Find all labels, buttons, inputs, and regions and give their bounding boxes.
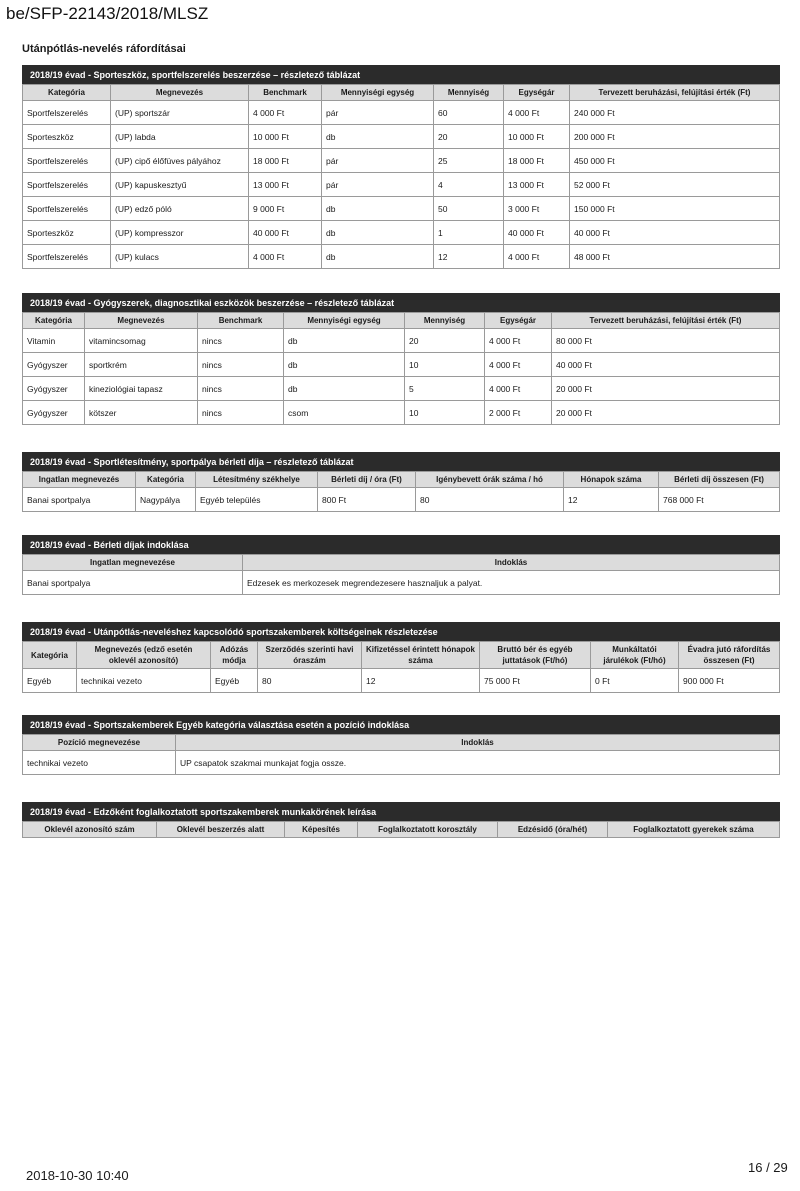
table-cell: nincs xyxy=(198,353,284,377)
table-cell: csom xyxy=(284,401,405,425)
table-cell: 80 xyxy=(258,669,362,693)
table-cell: 18 000 Ft xyxy=(249,149,322,173)
page-number: 16 / 29 xyxy=(748,1160,788,1175)
table-cell: 800 Ft xyxy=(318,488,416,512)
table-row xyxy=(23,221,780,245)
table-row xyxy=(23,329,780,353)
table-title: 2018/19 évad - Sporteszköz, sportfelszerelés beszerzése – részletező táblázat xyxy=(22,65,780,84)
table-cell: Sporteszköz xyxy=(23,125,111,149)
column-header: Egységár xyxy=(504,85,570,101)
table-row xyxy=(23,125,780,149)
table-cell: Sporteszköz xyxy=(23,221,111,245)
table-cell: 4 000 Ft xyxy=(485,377,552,401)
column-header: Szerződés szerinti havi óraszám xyxy=(258,642,362,669)
table-cell: Gyógyszer xyxy=(23,377,85,401)
table-cell: 50 xyxy=(434,197,504,221)
table-cell: Nagypálya xyxy=(136,488,196,512)
equipment-table-block xyxy=(22,65,780,269)
column-header: Mennyiségi egység xyxy=(322,85,434,101)
table-cell: Gyógyszer xyxy=(23,401,85,425)
table-cell: nincs xyxy=(198,401,284,425)
column-header: Mennyiség xyxy=(405,313,485,329)
table-cell: 4 000 Ft xyxy=(249,101,322,125)
table-cell: 0 Ft xyxy=(591,669,679,693)
table-cell: 2 000 Ft xyxy=(485,401,552,425)
print-timestamp: 2018-10-30 10:40 xyxy=(26,1168,129,1183)
table-cell: nincs xyxy=(198,377,284,401)
header-row xyxy=(23,313,780,329)
table-cell: 150 000 Ft xyxy=(570,197,780,221)
table-row xyxy=(23,101,780,125)
table-cell: 450 000 Ft xyxy=(570,149,780,173)
table-cell: technikai vezeto xyxy=(77,669,211,693)
facility-rent-table-block xyxy=(22,452,780,512)
table-title: 2018/19 évad - Utánpótlás-neveléshez kapcsolódó sportszakemberek költségeinek részletezése xyxy=(22,622,780,641)
table-cell: 40 000 Ft xyxy=(552,353,780,377)
table-row xyxy=(23,571,780,595)
column-header: Megnevezés xyxy=(111,85,249,101)
table-cell: 40 000 Ft xyxy=(249,221,322,245)
table-cell: Sportfelszerelés xyxy=(23,101,111,125)
section-title: Utánpótlás-nevelés ráfordításai xyxy=(22,43,186,55)
column-header: Évadra jutó ráfordítás összesen (Ft) xyxy=(679,642,780,669)
column-header: Tervezett beruházási, felújítási érték (Ft) xyxy=(570,85,780,101)
table-row xyxy=(23,488,780,512)
table-cell: vitamincsomag xyxy=(85,329,198,353)
table-cell: Edzesek es merkozesek megrendezesere hasznaljuk a palyat. xyxy=(243,571,780,595)
column-header: Kategória xyxy=(136,472,196,488)
position-justification-table xyxy=(22,734,780,775)
table-row xyxy=(23,173,780,197)
table-cell: 4 000 Ft xyxy=(485,353,552,377)
table-row xyxy=(23,197,780,221)
medicine-table-block xyxy=(22,293,780,425)
table-cell: kötszer xyxy=(85,401,198,425)
column-header: Hónapok száma xyxy=(564,472,659,488)
table-title: 2018/19 évad - Edzőként foglalkoztatott sportszakemberek munkakörének leírása xyxy=(22,802,780,821)
header-row xyxy=(23,555,780,571)
column-header: Oklevél beszerzés alatt xyxy=(157,822,285,838)
column-header: Mennyiségi egység xyxy=(284,313,405,329)
position-justification-block xyxy=(22,715,780,775)
column-header: Indoklás xyxy=(243,555,780,571)
table-cell: nincs xyxy=(198,329,284,353)
table-cell: 12 xyxy=(564,488,659,512)
column-header: Foglalkoztatott gyerekek száma xyxy=(608,822,780,838)
column-header: Létesítmény székhelye xyxy=(196,472,318,488)
table-cell: Sportfelszerelés xyxy=(23,149,111,173)
header-row xyxy=(23,85,780,101)
table-cell: UP csapatok szakmai munkajat fogja ossze. xyxy=(176,751,780,775)
table-cell: (UP) kompresszor xyxy=(111,221,249,245)
column-header: Pozíció megnevezése xyxy=(23,735,176,751)
table-cell: pár xyxy=(322,173,434,197)
table-cell: (UP) sportszár xyxy=(111,101,249,125)
table-title: 2018/19 évad - Gyógyszerek, diagnosztikai eszközök beszerzése – részletező táblázat xyxy=(22,293,780,312)
header-row xyxy=(23,822,780,838)
table-cell: (UP) cipő élőfüves pályához xyxy=(111,149,249,173)
column-header: Benchmark xyxy=(249,85,322,101)
table-cell: db xyxy=(322,221,434,245)
table-cell: 200 000 Ft xyxy=(570,125,780,149)
table-cell: Sportfelszerelés xyxy=(23,197,111,221)
column-header: Képesítés xyxy=(285,822,358,838)
table-cell: db xyxy=(284,377,405,401)
table-cell: (UP) kulacs xyxy=(111,245,249,269)
table-cell: 13 000 Ft xyxy=(249,173,322,197)
staff-costs-table-block xyxy=(22,622,780,693)
coach-duties-table-block xyxy=(22,802,780,838)
table-cell: 80 000 Ft xyxy=(552,329,780,353)
table-row xyxy=(23,245,780,269)
table-cell: 80 xyxy=(416,488,564,512)
table-cell: 25 xyxy=(434,149,504,173)
coach-duties-table xyxy=(22,821,780,838)
table-cell: pár xyxy=(322,101,434,125)
column-header: Munkáltatói járulékok (Ft/hó) xyxy=(591,642,679,669)
table-cell: kineziológiai tapasz xyxy=(85,377,198,401)
table-cell: 900 000 Ft xyxy=(679,669,780,693)
table-cell: 12 xyxy=(362,669,480,693)
table-cell: pár xyxy=(322,149,434,173)
column-header: Oklevél azonosító szám xyxy=(23,822,157,838)
table-cell: (UP) edző póló xyxy=(111,197,249,221)
table-cell: Banai sportpalya xyxy=(23,488,136,512)
table-cell: 12 xyxy=(434,245,504,269)
table-cell: Egyéb xyxy=(211,669,258,693)
table-row xyxy=(23,353,780,377)
table-cell: 3 000 Ft xyxy=(504,197,570,221)
column-header: Bérleti díj / óra (Ft) xyxy=(318,472,416,488)
table-cell: 768 000 Ft xyxy=(659,488,780,512)
table-cell: 10 000 Ft xyxy=(249,125,322,149)
column-header: Ingatlan megnevezés xyxy=(23,472,136,488)
table-cell: Gyógyszer xyxy=(23,353,85,377)
table-cell: 9 000 Ft xyxy=(249,197,322,221)
column-header: Kategória xyxy=(23,642,77,669)
medicine-table xyxy=(22,312,780,425)
table-cell: sportkrém xyxy=(85,353,198,377)
table-row xyxy=(23,401,780,425)
table-cell: 4 xyxy=(434,173,504,197)
table-title: 2018/19 évad - Sportlétesítmény, sportpálya bérleti díja – részletező táblázat xyxy=(22,452,780,471)
table-cell: Egyéb település xyxy=(196,488,318,512)
table-cell: 1 xyxy=(434,221,504,245)
table-cell: 13 000 Ft xyxy=(504,173,570,197)
table-cell: 10 xyxy=(405,401,485,425)
table-cell: 240 000 Ft xyxy=(570,101,780,125)
table-cell: Vitamin xyxy=(23,329,85,353)
column-header: Benchmark xyxy=(198,313,284,329)
equipment-table xyxy=(22,84,780,269)
column-header: Adózás módja xyxy=(211,642,258,669)
table-cell: Sportfelszerelés xyxy=(23,245,111,269)
table-cell: 4 000 Ft xyxy=(504,101,570,125)
column-header: Egységár xyxy=(485,313,552,329)
header-row xyxy=(23,735,780,751)
facility-rent-table xyxy=(22,471,780,512)
table-cell: Banai sportpalya xyxy=(23,571,243,595)
table-title: 2018/19 évad - Bérleti díjak indoklása xyxy=(22,535,780,554)
table-cell: db xyxy=(322,245,434,269)
table-cell: 20 000 Ft xyxy=(552,401,780,425)
table-cell: 48 000 Ft xyxy=(570,245,780,269)
table-cell: 5 xyxy=(405,377,485,401)
column-header: Megnevezés xyxy=(85,313,198,329)
table-cell: 10 xyxy=(405,353,485,377)
header-row xyxy=(23,642,780,669)
header-row xyxy=(23,472,780,488)
table-cell: db xyxy=(284,353,405,377)
table-row xyxy=(23,377,780,401)
column-header: Foglalkoztatott korosztály xyxy=(358,822,498,838)
table-cell: 20 xyxy=(434,125,504,149)
table-row xyxy=(23,669,780,693)
table-row xyxy=(23,149,780,173)
table-title: 2018/19 évad - Sportszakemberek Egyéb kategória választása esetén a pozíció indoklása xyxy=(22,715,780,734)
table-cell: 4 000 Ft xyxy=(485,329,552,353)
column-header: Kifizetéssel érintett hónapok száma xyxy=(362,642,480,669)
table-row xyxy=(23,751,780,775)
rent-justification-table xyxy=(22,554,780,595)
table-cell: 20 xyxy=(405,329,485,353)
table-cell: 75 000 Ft xyxy=(480,669,591,693)
table-cell: 40 000 Ft xyxy=(570,221,780,245)
table-cell: 60 xyxy=(434,101,504,125)
table-cell: db xyxy=(322,125,434,149)
table-cell: Sportfelszerelés xyxy=(23,173,111,197)
table-cell: 10 000 Ft xyxy=(504,125,570,149)
column-header: Bruttó bér és egyéb juttatások (Ft/hó) xyxy=(480,642,591,669)
table-cell: 52 000 Ft xyxy=(570,173,780,197)
column-header: Igénybevett órák száma / hó xyxy=(416,472,564,488)
column-header: Kategória xyxy=(23,85,111,101)
column-header: Ingatlan megnevezése xyxy=(23,555,243,571)
table-cell: 20 000 Ft xyxy=(552,377,780,401)
table-cell: 40 000 Ft xyxy=(504,221,570,245)
staff-costs-table xyxy=(22,641,780,693)
column-header: Mennyiség xyxy=(434,85,504,101)
rent-justification-block xyxy=(22,535,780,595)
column-header: Indoklás xyxy=(176,735,780,751)
table-cell: 4 000 Ft xyxy=(504,245,570,269)
table-cell: Egyéb xyxy=(23,669,77,693)
table-cell: db xyxy=(284,329,405,353)
table-cell: 18 000 Ft xyxy=(504,149,570,173)
column-header: Kategória xyxy=(23,313,85,329)
table-cell: (UP) labda xyxy=(111,125,249,149)
document-id: be/SFP-22143/2018/MLSZ xyxy=(6,4,209,23)
column-header: Tervezett beruházási, felújítási érték (Ft) xyxy=(552,313,780,329)
table-cell: db xyxy=(322,197,434,221)
table-cell: (UP) kapuskesztyű xyxy=(111,173,249,197)
column-header: Megnevezés (edző esetén oklevél azonosító) xyxy=(77,642,211,669)
column-header: Bérleti díj összesen (Ft) xyxy=(659,472,780,488)
table-cell: technikai vezeto xyxy=(23,751,176,775)
column-header: Edzésidő (óra/hét) xyxy=(498,822,608,838)
table-cell: 4 000 Ft xyxy=(249,245,322,269)
